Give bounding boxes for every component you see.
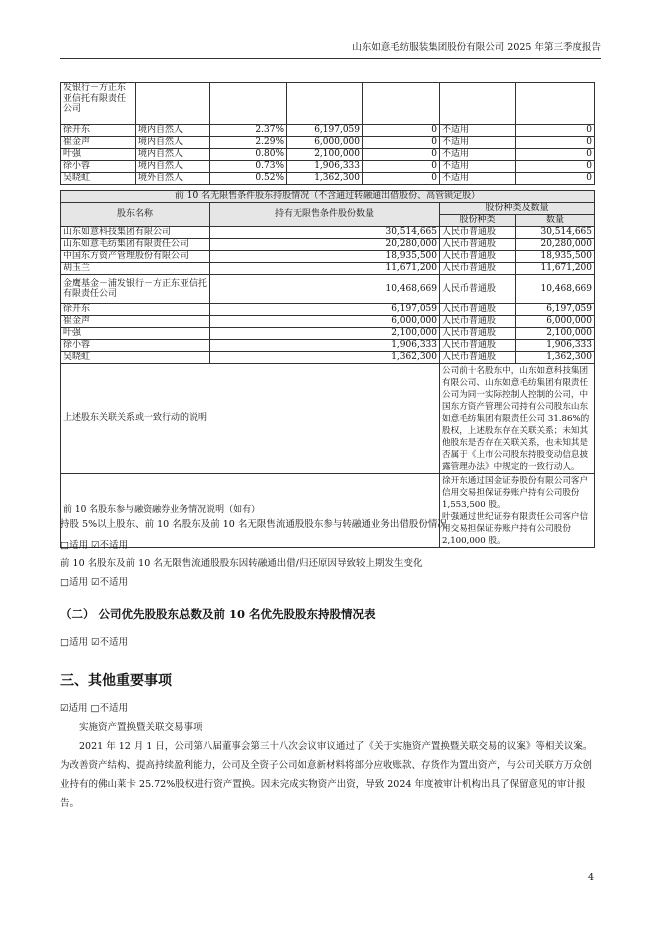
share-count: 2,100,000 (516, 328, 595, 340)
share-kind: 人民币普通股 (440, 340, 516, 352)
shareholder-name: 吴晓虹 (61, 173, 136, 185)
col-unrestricted-qty: 持有无限售条件股份数量 (210, 203, 440, 227)
holding-pct: 2.29% (210, 137, 287, 149)
change-choice: □适用 ☑不适用 (60, 577, 129, 588)
shareholder-nature: 境内自然人 (136, 137, 210, 149)
holding-shares: 1,362,300 (287, 173, 363, 185)
holding-shares: 1,906,333 (287, 161, 363, 173)
holding-pct: 0.73% (210, 161, 287, 173)
share-count: 6,197,059 (516, 304, 595, 316)
shareholder-nature: 境内自然人 (136, 125, 210, 137)
margin-trading-item: 叶强通过世纪证券有限责任公司客户信用交易担保证券账户持有公司股份 2,100,000 股。 (442, 512, 589, 546)
pledge-status: 不适用 (440, 161, 516, 173)
pledge-count: 0 (516, 161, 595, 173)
pledge-count: 0 (516, 137, 595, 149)
pledge-status: 不适用 (440, 173, 516, 185)
shareholder-name: 山东如意科技集团有限公司 (61, 227, 210, 239)
unrestricted-qty: 2,100,000 (210, 328, 440, 340)
pledge-status: 不适用 (440, 149, 516, 161)
share-kind: 人民币普通股 (440, 227, 516, 239)
col-kind-group: 股份种类及数量 (440, 203, 595, 215)
share-count: 6,000,000 (516, 316, 595, 328)
unrestricted-qty: 6,197,059 (210, 304, 440, 316)
share-kind: 人民币普通股 (440, 275, 516, 304)
lending-choice: □适用 ☑不适用 (60, 540, 129, 551)
preferred-section-title: （二） 公司优先股股东总数及前 10 名优先股股东持股情况表 (60, 607, 376, 621)
unrestricted-qty: 18,935,500 (210, 251, 440, 263)
shareholder-name: 徐开东 (61, 125, 136, 137)
shareholder-name: 中国东方资产管理股份有限公司 (61, 251, 210, 263)
shareholder-name: 发银行－方正东亚信托有限责任公司 (61, 83, 136, 125)
related-parties-text: 公司前十名股东中，山东如意科技集团有限公司、山东如意毛纺集团有限责任公司为同一实际控制人控制的公司，中国东方资产管理公司持有公司股东山东如意毛纺集团有限责任公司 31.86%的股权，上述股东存在关联关系；未知其他股东是否存在关联关系，也未知其是否属于《上市公司股东持股变动信息披露管理办法》中规定的一致行动人。 (440, 364, 595, 474)
header-rule (60, 58, 601, 59)
lending-title: 持股 5%以上股东、前 10 名股东及前 10 名无限售流通股股东参与转融通业务出借股份情况 (60, 519, 447, 530)
shareholder-name: 崔金声 (61, 137, 136, 149)
shareholder-nature: 境内自然人 (136, 149, 210, 161)
col-share-kind: 股份种类 (440, 215, 516, 227)
table-title: 前 10 名无限售条件股东持股情况（不含通过转融通出借股份、高管锁定股） (61, 191, 595, 203)
shareholder-nature: 境外自然人 (136, 173, 210, 185)
unrestricted-qty: 6,000,000 (210, 316, 440, 328)
share-count: 20,280,000 (516, 239, 595, 251)
share-count: 1,362,300 (516, 352, 595, 364)
report-header: 山东如意毛纺服装集团股份有限公司 2025 年第三季度报告 (352, 42, 601, 53)
share-kind: 人民币普通股 (440, 304, 516, 316)
shareholder-name: 徐小蓉 (61, 161, 136, 173)
share-kind: 人民币普通股 (440, 239, 516, 251)
share-kind: 人民币普通股 (440, 251, 516, 263)
unrestricted-qty: 10,468,669 (210, 275, 440, 304)
preferred-choice: □适用 ☑不适用 (60, 637, 129, 648)
shareholder-name: 徐开东 (61, 304, 210, 316)
col-share-count: 数量 (516, 215, 595, 227)
margin-trading-label: 前 10 名股东参与融资融券业务情况说明（如有） (61, 474, 440, 548)
pledge-status: 不适用 (440, 137, 516, 149)
share-kind: 人民币普通股 (440, 316, 516, 328)
unrestricted-qty: 11,671,200 (210, 263, 440, 275)
share-count: 10,468,669 (516, 275, 595, 304)
share-kind: 人民币普通股 (440, 263, 516, 275)
holding-pct: 2.37% (210, 125, 287, 137)
pledge-count: 0 (516, 173, 595, 185)
restricted-shares: 0 (363, 173, 440, 185)
holding-pct: 0.80% (210, 149, 287, 161)
shareholder-name: 山东如意毛纺集团有限责任公司 (61, 239, 210, 251)
restricted-shares: 0 (363, 137, 440, 149)
holding-shares: 6,197,059 (287, 125, 363, 137)
pledge-count: 0 (516, 125, 595, 137)
shareholder-name: 叶强 (61, 149, 136, 161)
asset-swap-paragraph: 2021 年 12 月 1 日，公司第八届董事会第三十八次会议审议通过了《关于实施资产置换暨关联交易的议案》等相关议案。为改善资产结构、提高持续盈利能力，公司及全资子公司如意新材料将部分应收账款、存货作为置出资产，与公司关联方万众创业持有的佛山莱卡 25.72%股权进行资产置换。因未完成实物资产出资，导致 2024 年度被审计机构出具了保留意见的审计报告。 (60, 741, 593, 809)
share-count: 1,906,333 (516, 340, 595, 352)
pledge-count: 0 (516, 149, 595, 161)
holding-shares: 6,000,000 (287, 137, 363, 149)
unrestricted-shareholders-table (60, 190, 595, 548)
asset-swap-subtitle: 实施资产置换暨关联交易事项 (79, 722, 203, 733)
share-count: 11,671,200 (516, 263, 595, 275)
col-shareholder-name: 股东名称 (61, 203, 210, 227)
shareholder-nature: 境内自然人 (136, 161, 210, 173)
page-number: 4 (588, 872, 595, 883)
share-count: 18,935,500 (516, 251, 595, 263)
unrestricted-qty: 1,362,300 (210, 352, 440, 364)
shareholder-name: 崔金声 (61, 316, 210, 328)
share-count: 30,514,665 (516, 227, 595, 239)
holding-pct: 0.52% (210, 173, 287, 185)
other-matters-choice: ☑适用 □不适用 (60, 703, 129, 714)
shareholder-name: 吴晓虹 (61, 352, 210, 364)
change-title: 前 10 名股东及前 10 名无限售流通股股东因转融通出借/归还原因导致较上期发生变化 (60, 558, 423, 569)
share-kind: 人民币普通股 (440, 352, 516, 364)
shareholder-name: 徐小蓉 (61, 340, 210, 352)
shareholder-name: 胡玉兰 (61, 263, 210, 275)
unrestricted-qty: 30,514,665 (210, 227, 440, 239)
related-parties-label: 上述股东关联关系或一致行动的说明 (61, 364, 440, 474)
top-shareholders-table (60, 82, 595, 185)
margin-trading-item: 徐开东通过国金证券股份有限公司客户信用交易担保证券账户持有公司股份 1,553,500 股。 (442, 476, 589, 510)
restricted-shares: 0 (363, 125, 440, 137)
margin-trading-text (440, 474, 595, 548)
pledge-status: 不适用 (440, 125, 516, 137)
shareholder-name: 叶强 (61, 328, 210, 340)
restricted-shares: 0 (363, 149, 440, 161)
shareholder-name: 金鹰基金－浦发银行－方正东亚信托有限责任公司 (61, 275, 210, 304)
unrestricted-qty: 1,906,333 (210, 340, 440, 352)
other-matters-title: 三、其他重要事项 (60, 673, 172, 689)
restricted-shares: 0 (363, 161, 440, 173)
holding-shares: 2,100,000 (287, 149, 363, 161)
unrestricted-qty: 20,280,000 (210, 239, 440, 251)
share-kind: 人民币普通股 (440, 328, 516, 340)
